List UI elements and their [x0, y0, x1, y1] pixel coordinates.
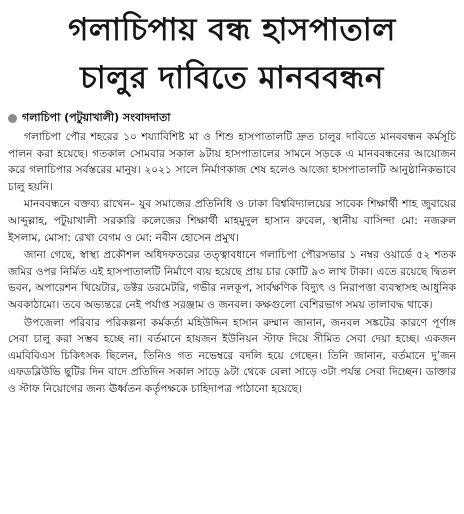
- headline-line-2: চালুর দাবিতে মানববন্ধন: [80, 60, 384, 96]
- article-body: [8, 129, 456, 398]
- paragraph-1: গলাচিপা পৌর শহরের ১০ শয্যাবিশিষ্ট মা ও শিশু হাসপাতালটি দ্রুত চালুর দাবিতে মানববন্ধন কর্মসূচি পালন করা হয়েছে। গতকাল সোমবার সকাল ৯টায় হাসপাতালের সামনে সড়কে এ মানববন্ধনের আয়োজন করে গলাচিপার সর্বস্তরের মানুষ। ২০২১ সালে নির্মাণকাজ শেষ হলেও আজো হাসপাতালটি আনুষ্ঠানিকভাবে চালু হয়নি।: [8, 131, 456, 193]
- bullet-icon: [8, 114, 17, 123]
- paragraph-4: উপজেলা পরিবার পরিকল্পনা কর্মকর্তা মহিউদ্দিন হাসান রুম্মান জানান, জনবল সঙ্কটের কারণে পূর্ণাঙ্গ সেবা চালু করা সম্ভব হচ্ছে না। বর্তমানে হায়জন ইউনিয়ন স্টাফ দিয়ে সীমিত সেবা দেয়া হচ্ছে। একজন এমবিবিএস চিকিৎসক ছিলেন, তিনিও গত নভেম্বরে বদলি হয়ে গেছেন। তিনি জানান, বর্তমানে দু’জন এফডব্লিউভি ছুটির দিন বাদে প্রতিদিন সকাল সাড়ে ৯টা থেকে বেলা সাড়ে ৩টা পর্যন্ত সেবা দিচ্ছেন। ডাক্তার ও স্টাফ নিয়োগের জন্য ঊর্ধ্বতন কর্তৃপক্ষকে চাহিদাপত্র পাঠানো হয়েছে।: [8, 316, 456, 395]
- paragraph-3: জানা গেছে, স্বাস্থ্য প্রকৌশল অধিদফতরের তত্ত্বাবধানে গলাচিপা পৌরসভার ১ নম্বর ওয়ার্ডে ৫২ শতক জমির ওপর নির্মিত এই হাসপাতালটি নির্মাণে ব্যয় হয়েছে প্রায় চার কোটি ৯৩ লাখ টাকা। এতে রয়েছে দ্বিতল ভবন, অপারেশন থিয়েটার, ডক্টর ডরমেটরি, গভীর নলকূপ, সার্বক্ষণিক বিদ্যুৎ ও নিরাপত্তা ব্যবস্থাসহ আধুনিক অবকাঠামো। তবে অভ্যন্তরে নেই পর্যাপ্ত সরঞ্জাম ও জনবল। কক্ষগুলো বেশিরভাগ সময় তালাবদ্ধ থাকে।: [8, 249, 456, 311]
- byline: [8, 110, 456, 126]
- headline-line-1: গলাচিপায় বন্ধ হাসপাতাল: [68, 12, 396, 48]
- byline-text: গলাচিপা (পটুয়াখালী) সংবাদদাতা: [22, 110, 171, 124]
- paragraph-2: মানববন্ধনে বক্তব্য রাখেন– যুব সমাজের প্রতিনিধি ও ঢাকা বিশ্ববিদ্যালয়ের সাবেক শিক্ষার্থী শাহ জুবায়ের আব্দুল্লাহ, পটুয়াখালী সরকারি কলেজের শিক্ষার্থী মাহমুদুল হাসান রুবেল, স্থানীয় বাসিন্দা মো: নজরুল ইসলাম, মোসা: রেখা বেগম ও মো: নবীন হোসেন প্রমুখ।: [8, 198, 456, 244]
